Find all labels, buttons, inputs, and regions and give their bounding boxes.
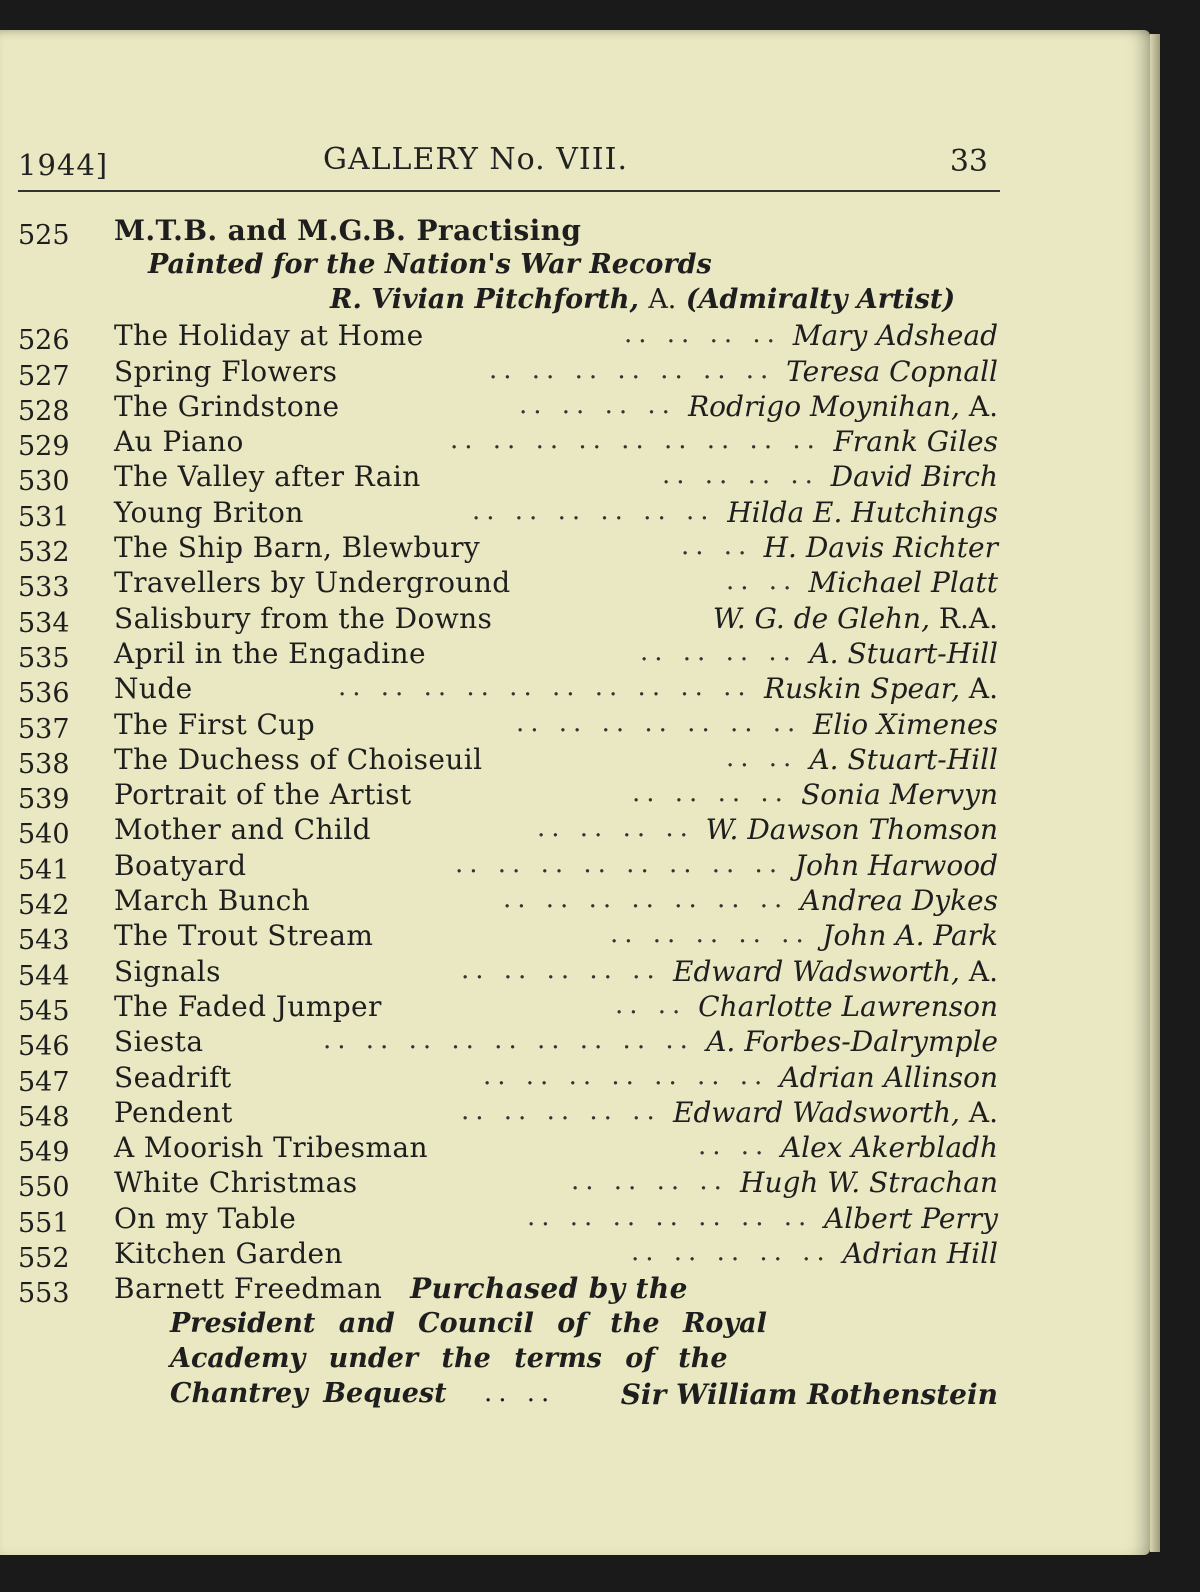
entry-row (18, 778, 1018, 816)
entry-artist (706, 813, 998, 846)
header-rule (18, 190, 1000, 192)
leader-dots: .. .. .. .. .. .. .. (516, 707, 802, 738)
entry-row (18, 1237, 1018, 1275)
entry-note: Painted for the Nation's War Records (148, 249, 712, 281)
artist-name: W. Dawson Thomson (705, 813, 998, 847)
entry-artist (813, 708, 998, 741)
entry-number: 535 (18, 642, 70, 674)
artist-name: Rodrigo Moynihan, (688, 389, 960, 423)
artist-name: Hilda E. Hutchings (727, 495, 998, 529)
artist-name: Teresa Copnall (786, 354, 998, 388)
entry-number: 529 (18, 431, 70, 463)
artist-name: Hugh W. Strachan (740, 1166, 998, 1200)
entry-number: 541 (18, 854, 70, 886)
entry-title: Young Briton (114, 495, 304, 529)
entry-number: 526 (18, 325, 70, 357)
entry-number: 527 (18, 360, 70, 392)
entry-525-note (18, 249, 1018, 284)
entry-row (18, 884, 1018, 922)
entry-artist (786, 355, 998, 388)
entry-525 (18, 214, 1018, 249)
entry-row (18, 355, 1018, 390)
entry-553-note-2 (18, 1308, 1018, 1343)
artist-name: Edward Wadsworth, (673, 1095, 960, 1129)
entry-row (18, 1096, 1018, 1131)
catalogue-entries (18, 214, 1018, 1414)
artist-name: A. Forbes-Dalrymple (706, 1025, 998, 1059)
entry-number: 528 (18, 395, 70, 427)
entry-artist (706, 1025, 998, 1058)
entry-number: 536 (18, 678, 70, 710)
entry-row (18, 955, 1018, 990)
entry-row (18, 602, 1018, 637)
entry-row (18, 566, 1018, 604)
entry-row (18, 1061, 1018, 1096)
entry-553 (18, 1272, 1018, 1310)
entry-artist (800, 884, 998, 917)
entry-number: 525 (18, 220, 70, 251)
entry-number: 551 (18, 1207, 70, 1239)
artist-name: Andrea Dykes (800, 884, 998, 918)
entry-number: 542 (18, 890, 70, 922)
entry-number: 553 (18, 1278, 70, 1310)
entry-title: On my Table (114, 1201, 297, 1235)
entry-title: Pendent (114, 1095, 233, 1129)
artist-name: Mary Adshead (792, 319, 998, 353)
entry-row (18, 1166, 1018, 1204)
entry-artist (673, 955, 998, 988)
entry-number: 550 (18, 1172, 70, 1204)
entry-artist (764, 531, 998, 564)
artist-name: David Birch (830, 460, 998, 494)
leader-dots: .. .. .. .. .. (631, 1237, 831, 1268)
entry-row (18, 849, 1018, 884)
entry-artist (831, 460, 998, 493)
entry-title: The Trout Stream (114, 919, 374, 953)
artist-name: H. Davis Richter (763, 531, 998, 565)
entry-title: Mother and Child (114, 813, 371, 847)
header-year: 1944] (18, 148, 109, 182)
entry-artist (688, 390, 998, 423)
entry-number: 545 (18, 995, 70, 1027)
leader-dots: .. .. .. .. .. (610, 919, 810, 950)
entry-title: Signals (114, 954, 221, 988)
entry-artist (781, 1131, 998, 1164)
leader-dots: .. .. .. .. (537, 813, 694, 844)
entry-title: Nude (114, 672, 193, 706)
leader-dots: .. .. .. .. .. .. .. .. (455, 848, 784, 879)
entry-title: Portrait of the Artist (114, 778, 412, 812)
entry-list (18, 319, 1018, 1275)
artist-name: Adrian Hill (842, 1237, 998, 1271)
entry-artist (698, 990, 998, 1023)
leader-dots: .. .. (726, 742, 798, 773)
leader-dots: .. .. (615, 989, 687, 1020)
artist-name: Ruskin Spear, (764, 672, 960, 706)
leader-dots: .. .. .. .. .. .. .. (489, 354, 775, 385)
entry-row (18, 1131, 1018, 1169)
artist-suffix: R.A. (938, 601, 998, 635)
entry-artist: Sir William Rothenstein (620, 1378, 998, 1412)
entry-title: Salisbury from the Downs (114, 601, 493, 635)
entry-title: The First Cup (114, 707, 316, 741)
entry-artist (843, 1237, 998, 1270)
artist-name: Frank Giles (833, 425, 998, 459)
leader-dots: .. .. .. .. .. .. .. (483, 1060, 769, 1091)
entry-title: Boatyard (114, 848, 247, 882)
entry-artist (330, 284, 955, 315)
entry-title: M.T.B. and M.G.B. Practising (114, 214, 582, 247)
entry-number: 539 (18, 784, 70, 816)
entry-553-note-4 (18, 1378, 1018, 1413)
artist-name: Albert Perry (824, 1201, 998, 1235)
entry-artist (809, 743, 998, 776)
entry-number: 531 (18, 501, 70, 533)
entry-title: The Holiday at Home (114, 319, 424, 353)
leader-dots: .. .. .. .. .. .. .. .. .. .. (338, 672, 752, 703)
entry-title: Spring Flowers (114, 354, 338, 388)
entry-number: 547 (18, 1066, 70, 1098)
entry-row (18, 1025, 1018, 1063)
leader-dots: .. .. (698, 1131, 770, 1162)
entry-title: The Grindstone (114, 389, 340, 423)
entry-note: President and Council of the Royal (170, 1307, 767, 1339)
entry-number: 546 (18, 1031, 70, 1063)
entry-row (18, 1202, 1018, 1237)
entry-553-note-3 (18, 1343, 1018, 1378)
leader-dots: .. .. .. .. (662, 460, 819, 491)
artist-name: John Harwood (794, 848, 998, 882)
entry-row (18, 990, 1018, 1025)
artist-name: R. Vivian Pitchforth, (330, 284, 639, 316)
leader-dots: .. .. .. .. .. .. .. (527, 1201, 813, 1232)
entry-row (18, 672, 1018, 710)
entry-artist (822, 919, 998, 952)
entry-row (18, 390, 1018, 425)
entry-artist (740, 1166, 998, 1199)
entry-525-artist (18, 284, 1018, 319)
entry-number: 543 (18, 925, 70, 957)
entry-number: 544 (18, 960, 70, 992)
entry-title: The Faded Jumper (114, 989, 382, 1023)
artist-name: W. G. de Glehn, (712, 601, 930, 635)
entry-row (18, 708, 1018, 743)
entry-row (18, 531, 1018, 569)
artist-suffix: A. (968, 672, 998, 706)
entry-note: Chantrey Bequest (170, 1378, 447, 1410)
entry-title: The Duchess of Choiseuil (114, 742, 483, 776)
entry-title: Au Piano (114, 425, 244, 459)
artist-name: Adrian Allinson (779, 1060, 998, 1094)
artist-suffix: A. (968, 954, 998, 988)
header-title: GALLERY No. VIII. (323, 142, 628, 177)
entry-title: Seadrift (114, 1060, 232, 1094)
entry-note: Academy under the terms of the (170, 1342, 728, 1374)
entry-row (18, 319, 1018, 357)
leader-dots: .. .. (484, 1378, 556, 1409)
page-number: 33 (949, 144, 988, 179)
entry-artist (809, 637, 998, 670)
entry-title (114, 1272, 688, 1305)
artist-name: Michael Platt (808, 566, 998, 600)
artist-name: A. Stuart-Hill (809, 742, 998, 776)
entry-artist (764, 672, 998, 705)
entry-artist (824, 1202, 998, 1235)
entry-artist (727, 496, 998, 529)
artist-suffix: A. (648, 284, 677, 316)
entry-row (18, 743, 1018, 778)
entry-number: 534 (18, 607, 70, 639)
entry-row (18, 460, 1018, 498)
entry-row (18, 425, 1018, 463)
entry-number: 548 (18, 1101, 70, 1133)
leader-dots: .. .. .. .. (632, 778, 789, 809)
page-edge (1150, 34, 1160, 1552)
entry-number: 537 (18, 713, 70, 745)
artist-suffix: A. (968, 1095, 998, 1129)
leader-dots: .. .. (681, 531, 753, 562)
entry-row (18, 637, 1018, 672)
entry-artist (793, 319, 998, 352)
entry-title: Travellers by Underground (114, 566, 511, 600)
artist-name: Sonia Mervyn (801, 778, 998, 812)
leader-dots: .. .. .. .. (640, 636, 797, 667)
entry-artist (713, 602, 998, 635)
artist-name: Edward Wadsworth, (673, 954, 960, 988)
leader-dots: .. .. (726, 566, 798, 597)
leader-dots: .. .. .. .. (571, 1166, 728, 1197)
entry-artist (795, 849, 998, 882)
artist-name: Elio Ximenes (812, 707, 998, 741)
entry-title: Siesta (114, 1025, 204, 1059)
leader-dots: .. .. .. .. .. .. (472, 495, 715, 526)
entry-number: 552 (18, 1243, 70, 1275)
entry-row (18, 496, 1018, 531)
entry-title: March Bunch (114, 884, 311, 918)
artist-name: Alex Akerbladh (780, 1131, 998, 1165)
leader-dots: .. .. .. .. .. (461, 954, 661, 985)
entry-title: The Valley after Rain (114, 460, 421, 494)
entry-title: April in the Engadine (114, 636, 426, 670)
artist-name: A. Stuart-Hill (809, 636, 998, 670)
entry-title: The Ship Barn, Blewbury (114, 531, 481, 565)
artist-suffix: A. (968, 389, 998, 423)
leader-dots: .. .. .. .. .. (461, 1095, 661, 1126)
entry-number: 532 (18, 537, 70, 569)
leader-dots: .. .. .. .. (624, 319, 781, 350)
artist-name: John A. Park (822, 919, 998, 953)
page-header (18, 142, 998, 186)
entry-row (18, 919, 1018, 957)
entry-number: 538 (18, 748, 70, 780)
leader-dots: .. .. .. .. .. .. .. (503, 884, 789, 915)
entry-number: 533 (18, 572, 70, 604)
entry-title: A Moorish Tribesman (114, 1131, 428, 1165)
entry-title: Kitchen Garden (114, 1237, 343, 1271)
entry-artist (833, 425, 998, 458)
leader-dots: .. .. .. .. .. .. .. .. .. (450, 425, 821, 456)
entry-row (18, 813, 1018, 851)
entry-title-text: Barnett Freedman (114, 1272, 383, 1306)
entry-artist (780, 1061, 999, 1094)
artist-name: Charlotte Lawrenson (698, 989, 998, 1023)
leader-dots: .. .. .. .. .. .. .. .. .. (323, 1025, 694, 1056)
entry-title: White Christmas (114, 1166, 358, 1200)
entry-artist (673, 1096, 998, 1129)
entry-number: 540 (18, 819, 70, 851)
entry-artist (809, 566, 998, 599)
leader-dots: .. .. .. .. (519, 389, 676, 420)
entry-number: 549 (18, 1137, 70, 1169)
entry-note: Purchased by the (410, 1272, 688, 1306)
entry-number: 530 (18, 466, 70, 498)
entry-artist (801, 778, 998, 811)
artist-note: (Admiralty Artist) (685, 284, 956, 316)
